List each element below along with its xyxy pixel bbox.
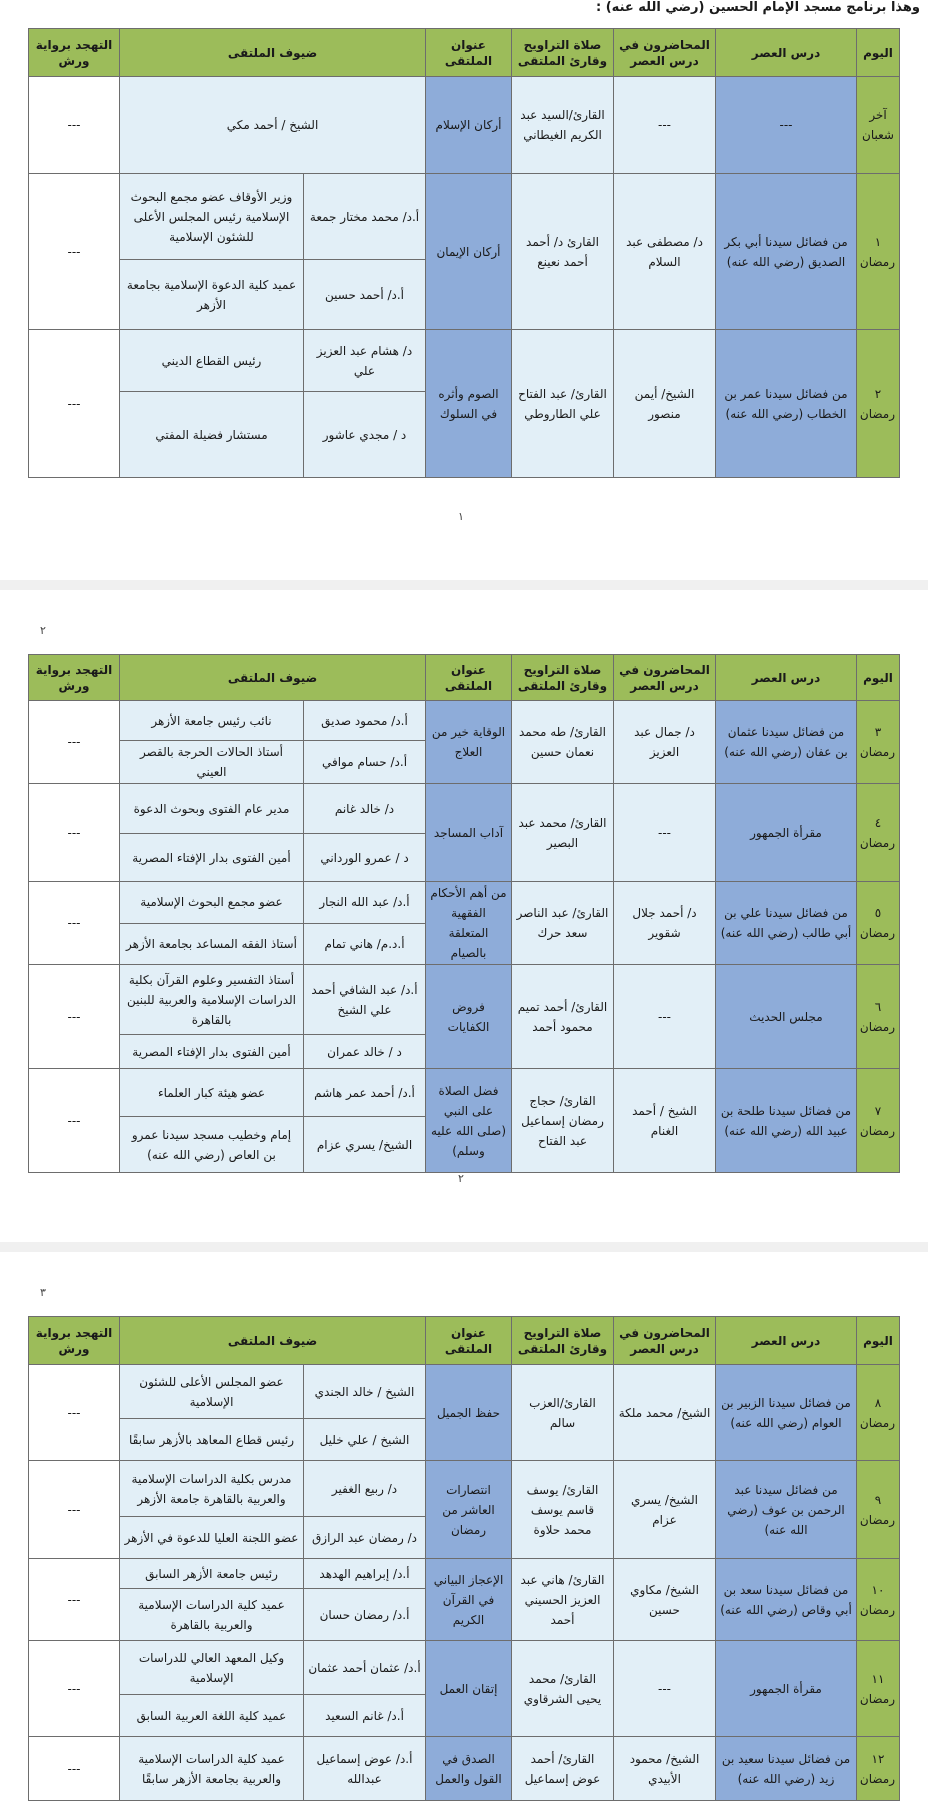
day-cell: ٩ رمضان — [857, 1461, 900, 1559]
recitation-cell: --- — [29, 330, 120, 478]
lecturer-cell: د/ مصطفى عبد السلام — [614, 174, 716, 330]
guest-role-cell: نائب رئيس جامعة الأزهر — [120, 701, 304, 741]
guest-name-cell: أ.د/ أحمد عمر هاشم — [304, 1069, 426, 1117]
guest-name-cell: الشيخ / علي خليل — [304, 1419, 426, 1461]
guest-role-cell: إمام وخطيب مسجد سيدنا عمرو بن العاص (رضي الله عنه) — [120, 1117, 304, 1173]
lesson-cell: مقرأة الجمهور — [716, 1641, 857, 1737]
guest-role-cell: عضو اللجنة العليا للدعوة في الأزهر — [120, 1517, 304, 1559]
lecturer-cell: --- — [614, 965, 716, 1069]
title-cell: أركان الإيمان — [426, 174, 512, 330]
guest-role-cell: عميد كلية الدراسات الإسلامية والعربية بالقاهرة — [120, 1589, 304, 1641]
day-cell: ١٢ رمضان — [857, 1737, 900, 1801]
page-number: ٢ — [40, 624, 46, 637]
guest-role-cell: عميد كلية الدعوة الإسلامية بجامعة الأزهر — [120, 260, 304, 330]
header-taraweeh: صلاة التراويح وقارئ الملتقى — [512, 1317, 614, 1365]
table-row — [29, 701, 900, 741]
schedule-table-page-3 — [28, 1316, 900, 1801]
lesson-cell: من فضائل سيدنا الزبير بن العوام (رضي الله عنه) — [716, 1365, 857, 1461]
guest-name-cell: الشيخ / خالد الجندي — [304, 1365, 426, 1419]
guest-name-cell: الشيخ/ يسري عزام — [304, 1117, 426, 1173]
guest-name-cell: أ.د/ محمود صديق — [304, 701, 426, 741]
guest-role-cell: رئيس جامعة الأزهر السابق — [120, 1559, 304, 1589]
recitation-cell: --- — [29, 701, 120, 784]
day-cell: ٨ رمضان — [857, 1365, 900, 1461]
lecturer-cell: --- — [614, 1641, 716, 1737]
guest-name-cell: أ.د/ غانم السعيد — [304, 1695, 426, 1737]
header-lecturers: المحاضرون في درس العصر — [614, 29, 716, 77]
day-cell: ٦ رمضان — [857, 965, 900, 1069]
guest-name-cell: أ.د/ عبد الشافي أحمد علي الشيخ — [304, 965, 426, 1035]
taraweeh-cell: القارئ/ يوسف قاسم يوسف محمد حلاوة — [512, 1461, 614, 1559]
lecturer-cell: الشيخ / أحمد الغنام — [614, 1069, 716, 1173]
day-cell: ٥ رمضان — [857, 882, 900, 965]
page-number: ٣ — [40, 1286, 46, 1299]
day-cell: ٣ رمضان — [857, 701, 900, 784]
guest-name-cell: د/ ربيع الغفير — [304, 1461, 426, 1517]
recitation-cell: --- — [29, 1461, 120, 1559]
title-cell: الصوم وأثره في السلوك — [426, 330, 512, 478]
guest-role-cell: وزير الأوقاف عضو مجمع البحوث الإسلامية رئيس المجلس الأعلى للشئون الإسلامية — [120, 174, 304, 260]
recitation-cell: --- — [29, 784, 120, 882]
recitation-cell: --- — [29, 1365, 120, 1461]
header-guests: ضيوف الملتقى — [120, 1317, 426, 1365]
lesson-cell: من فضائل سيدنا عثمان بن عفان (رضي الله عنه) — [716, 701, 857, 784]
guest-name-cell: أ.د/ عثمان أحمد عثمان — [304, 1641, 426, 1695]
title-cell: الوقاية خير من العلاج — [426, 701, 512, 784]
guest-role-cell: رئيس قطاع المعاهد بالأزهر سابقًا — [120, 1419, 304, 1461]
guest-name-cell: أ.د/ رمضان حسان — [304, 1589, 426, 1641]
intro-text: وهذا برنامج مسجد الإمام الحسين (رضي الله عنه) : — [596, 0, 920, 15]
guest-role-cell: عضو هيئة كبار العلماء — [120, 1069, 304, 1117]
lesson-cell: من فضائل سيدنا سعد بن أبي وقاص (رضي الله عنه) — [716, 1559, 857, 1641]
guest-name-cell: أ.د/ عبد الله النجار — [304, 882, 426, 924]
taraweeh-cell: القارئ/ طه محمد نعمان حسين — [512, 701, 614, 784]
header-row — [29, 655, 900, 701]
guest-role-cell: رئيس القطاع الديني — [120, 330, 304, 392]
taraweeh-cell: القارئ/ عبد الناصر سعد حرك — [512, 882, 614, 965]
guest-name-cell: د/ هشام عبد العزيز علي — [304, 330, 426, 392]
table-row — [29, 1559, 900, 1589]
lecturer-cell: الشيخ/ محمود الأبيدي — [614, 1737, 716, 1801]
taraweeh-cell: القارئ/ عبد الفتاح علي الطاروطي — [512, 330, 614, 478]
page-number: ٢ — [458, 1172, 464, 1185]
guest-role-cell: أستاذ الحالات الحرجة بالقصر العيني — [120, 741, 304, 784]
table-row — [29, 1069, 900, 1117]
day-cell: ١ رمضان — [857, 174, 900, 330]
header-title: عنوان الملتقى — [426, 1317, 512, 1365]
lecturer-cell: د/ جمال عبد العزيز — [614, 701, 716, 784]
day-cell: ١٠ رمضان — [857, 1559, 900, 1641]
lesson-cell: من فضائل سيدنا سعيد بن زيد (رضي الله عنه) — [716, 1737, 857, 1801]
header-day: اليوم — [857, 655, 900, 701]
table-row — [29, 1737, 900, 1801]
guest-name-cell: أ.د/ عوض إسماعيل عبدالله — [304, 1737, 426, 1801]
page-separator — [0, 1242, 928, 1252]
header-day: اليوم — [857, 29, 900, 77]
recitation-cell: --- — [29, 1737, 120, 1801]
table-row — [29, 77, 900, 174]
taraweeh-cell: القارئ/ محمد يحيى الشرقاوي — [512, 1641, 614, 1737]
lecturer-cell: الشيخ/ يسري عزام — [614, 1461, 716, 1559]
guest-name-cell: أ.د/ محمد مختار جمعة — [304, 174, 426, 260]
lesson-cell: من فضائل سيدنا علي بن أبي طالب (رضي الله عنه) — [716, 882, 857, 965]
guest-name-cell: د/ خالد غانم — [304, 784, 426, 834]
header-guests: ضيوف الملتقى — [120, 655, 426, 701]
table-row — [29, 965, 900, 1035]
header-taraweeh: صلاة التراويح وقارئ الملتقى — [512, 655, 614, 701]
header-row — [29, 1317, 900, 1365]
title-cell: أركان الإسلام — [426, 77, 512, 174]
guest-role-cell: عضو مجمع البحوث الإسلامية — [120, 882, 304, 924]
guest-name-cell: أ.د/ حسام موافي — [304, 741, 426, 784]
lesson-cell: --- — [716, 77, 857, 174]
recitation-cell: --- — [29, 174, 120, 330]
recitation-cell: --- — [29, 1069, 120, 1173]
table-row — [29, 330, 900, 392]
taraweeh-cell: القارئ/ أحمد تميم محمود أحمد — [512, 965, 614, 1069]
header-day: اليوم — [857, 1317, 900, 1365]
guest-role-cell: وكيل المعهد العالي للدراسات الإسلامية — [120, 1641, 304, 1695]
recitation-cell: --- — [29, 965, 120, 1069]
guest-name-cell: أ.د.م/ هاني تمام — [304, 923, 426, 965]
lecturer-cell: الشيخ/ محمد ملكة — [614, 1365, 716, 1461]
table-row — [29, 174, 900, 260]
schedule-table-page-2 — [28, 654, 900, 1173]
guest-name-cell: د / عمرو الورداني — [304, 834, 426, 882]
lesson-cell: من فضائل سيدنا أبي بكر الصديق (رضي الله عنه) — [716, 174, 857, 330]
guest-name-cell: د / خالد عمران — [304, 1035, 426, 1069]
schedule-table-page-1 — [28, 28, 900, 478]
table-row — [29, 1641, 900, 1695]
header-lesson: درس العصر — [716, 29, 857, 77]
taraweeh-cell: القارئ/ حجاج رمضان إسماعيل عبد الفتاح — [512, 1069, 614, 1173]
page-separator — [0, 580, 928, 590]
guest-role-cell: عميد كلية اللغة العربية السابق — [120, 1695, 304, 1737]
recitation-cell: --- — [29, 1559, 120, 1641]
guest-role-cell: أستاذ التفسير وعلوم القرآن بكلية الدراسات الإسلامية والعربية للبنين بالقاهرة — [120, 965, 304, 1035]
guest-name-cell: أ.د/ أحمد حسين — [304, 260, 426, 330]
recitation-cell: --- — [29, 1641, 120, 1737]
taraweeh-cell: القارئ/ هاني عبد العزيز الحسيني أحمد — [512, 1559, 614, 1641]
lecturer-cell: الشيخ/ مكاوي حسين — [614, 1559, 716, 1641]
header-lecturers: المحاضرون في درس العصر — [614, 1317, 716, 1365]
lesson-cell: مقرأة الجمهور — [716, 784, 857, 882]
lecturer-cell: د/ أحمد جلال شقوير — [614, 882, 716, 965]
guest-role-cell: مدير عام الفتوى وبحوث الدعوة — [120, 784, 304, 834]
guest-role-cell: أستاذ الفقه المساعد بجامعة الأزهر — [120, 923, 304, 965]
header-recitation: التهجد برواية ورش — [29, 655, 120, 701]
guest-role-cell: مستشار فضيلة المفتي — [120, 392, 304, 478]
header-row — [29, 29, 900, 77]
lesson-cell: من فضائل سيدنا عمر بن الخطاب (رضي الله عنه) — [716, 330, 857, 478]
title-cell: فضل الصلاة على النبي (صلى الله عليه وسلم) — [426, 1069, 512, 1173]
header-taraweeh: صلاة التراويح وقارئ الملتقى — [512, 29, 614, 77]
table-row — [29, 1365, 900, 1419]
title-cell: الصدق في القول والعمل — [426, 1737, 512, 1801]
title-cell: إتقان العمل — [426, 1641, 512, 1737]
guest-name-cell: د / مجدي عاشور — [304, 392, 426, 478]
guest-role-cell: أمين الفتوى بدار الإفتاء المصرية — [120, 834, 304, 882]
header-recitation: التهجد برواية ورش — [29, 29, 120, 77]
recitation-cell: --- — [29, 882, 120, 965]
lesson-cell: مجلس الحديث — [716, 965, 857, 1069]
header-lecturers: المحاضرون في درس العصر — [614, 655, 716, 701]
guest-name-cell: الشيخ / أحمد مكي — [120, 77, 426, 174]
taraweeh-cell: القارئ/العزب سالم — [512, 1365, 614, 1461]
taraweeh-cell: القارئ د/ أحمد أحمد نعينع — [512, 174, 614, 330]
title-cell: حفظ الجميل — [426, 1365, 512, 1461]
guest-role-cell: أمين الفتوى بدار الإفتاء المصرية — [120, 1035, 304, 1069]
taraweeh-cell: القارئ/ محمد عبد البصير — [512, 784, 614, 882]
header-lesson: درس العصر — [716, 1317, 857, 1365]
guest-role-cell: عميد كلية الدراسات الإسلامية والعربية بجامعة الأزهر سابقًا — [120, 1737, 304, 1801]
lecturer-cell: --- — [614, 77, 716, 174]
header-guests: ضيوف الملتقى — [120, 29, 426, 77]
title-cell: آداب المساجد — [426, 784, 512, 882]
guest-role-cell: عضو المجلس الأعلى للشئون الإسلامية — [120, 1365, 304, 1419]
title-cell: انتصارات العاشر من رمضان — [426, 1461, 512, 1559]
header-title: عنوان الملتقى — [426, 29, 512, 77]
guest-name-cell: أ.د/ إبراهيم الهدهد — [304, 1559, 426, 1589]
day-cell: ٤ رمضان — [857, 784, 900, 882]
title-cell: الإعجاز البياني في القرآن الكريم — [426, 1559, 512, 1641]
header-lesson: درس العصر — [716, 655, 857, 701]
day-cell: آخر شعبان — [857, 77, 900, 174]
lecturer-cell: الشيخ/ أيمن منصور — [614, 330, 716, 478]
title-cell: فروض الكفايات — [426, 965, 512, 1069]
table-row — [29, 784, 900, 834]
title-cell: من أهم الأحكام الفقهية المتعلقة بالصيام — [426, 882, 512, 965]
page-number: ١ — [458, 510, 464, 523]
table-row — [29, 1461, 900, 1517]
header-recitation: التهجد برواية ورش — [29, 1317, 120, 1365]
lesson-cell: من فضائل سيدنا طلحة بن عبيد الله (رضي الله عنه) — [716, 1069, 857, 1173]
recitation-cell: --- — [29, 77, 120, 174]
guest-role-cell: مدرس بكلية الدراسات الإسلامية والعربية بالقاهرة جامعة الأزهر — [120, 1461, 304, 1517]
taraweeh-cell: القارئ/ أحمد عوض إسماعيل — [512, 1737, 614, 1801]
taraweeh-cell: القارئ/السيد عبد الكريم الغيطاني — [512, 77, 614, 174]
header-title: عنوان الملتقى — [426, 655, 512, 701]
lecturer-cell: --- — [614, 784, 716, 882]
day-cell: ١١ رمضان — [857, 1641, 900, 1737]
table-row — [29, 882, 900, 924]
lesson-cell: من فضائل سيدنا عبد الرحمن بن عوف (رضي الله عنه) — [716, 1461, 857, 1559]
guest-name-cell: د/ رمضان عبد الرازق — [304, 1517, 426, 1559]
day-cell: ٧ رمضان — [857, 1069, 900, 1173]
day-cell: ٢ رمضان — [857, 330, 900, 478]
